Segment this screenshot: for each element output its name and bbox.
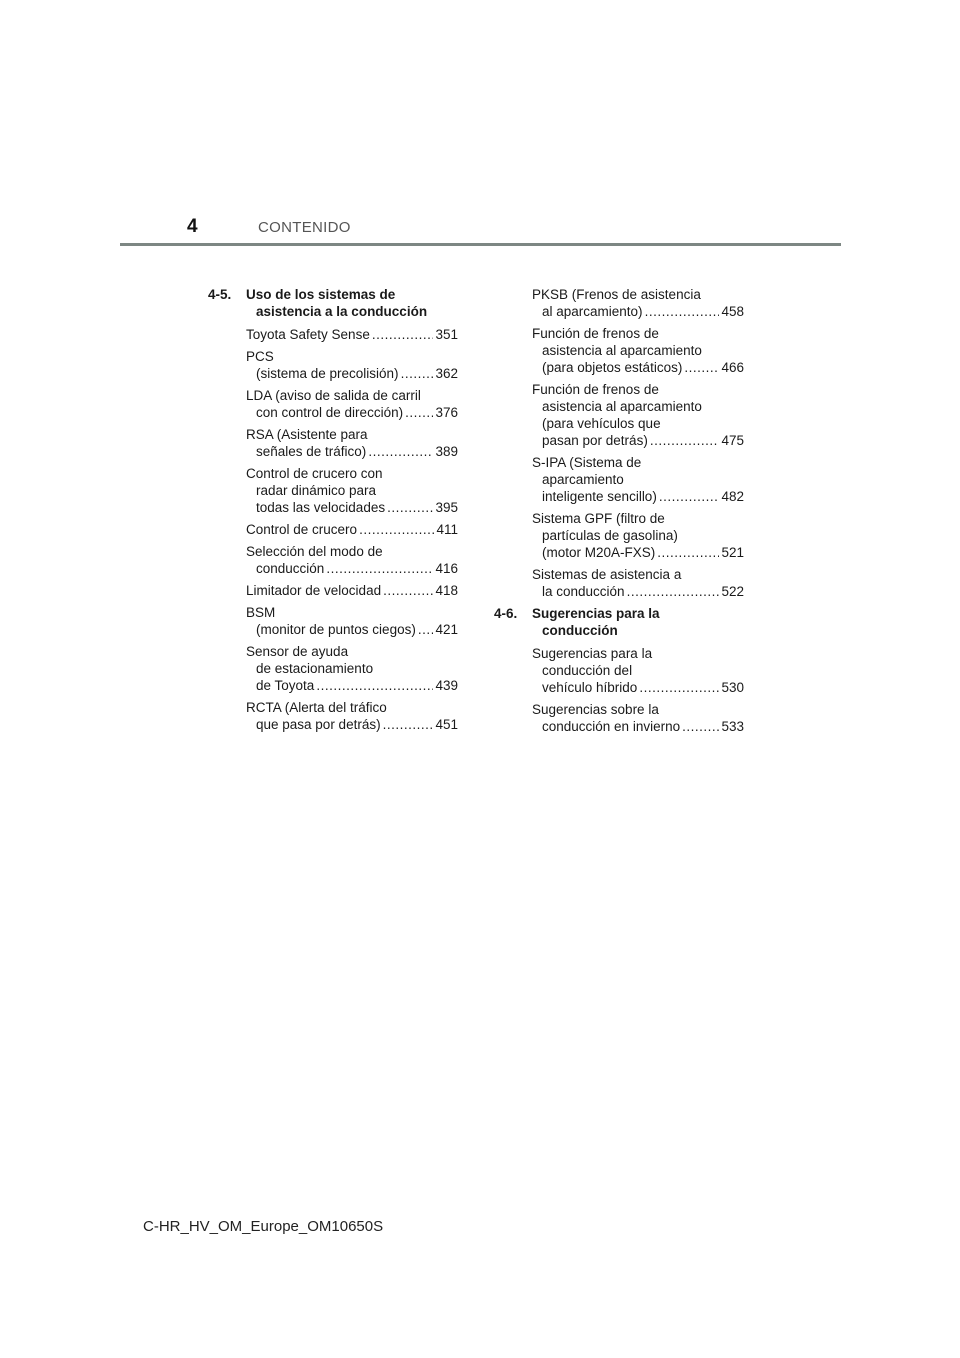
toc-entry-text: aparcamiento [542, 472, 624, 487]
dot-leader [316, 677, 433, 694]
toc-entry-last-line [246, 326, 458, 343]
section-number: 4-5. [208, 287, 232, 302]
toc-entry-text: radar dinámico para [256, 483, 377, 498]
toc-entry[interactable] [246, 604, 458, 638]
toc-page-number: 389 [435, 444, 458, 459]
section-title-line: Uso de los sistemas de [246, 287, 396, 302]
section-heading [208, 286, 458, 320]
toc-entry-text: conducción del [542, 663, 633, 678]
toc-entry[interactable] [532, 381, 744, 449]
toc-entries [494, 645, 744, 735]
toc-entry-text: Sensor de ayuda [246, 644, 349, 659]
toc-entry-text: pasan por detrás) [542, 433, 648, 448]
toc-page-number: 351 [435, 327, 458, 342]
section-heading [494, 605, 744, 639]
toc-entry-last-line [246, 621, 458, 638]
dot-leader [326, 560, 433, 577]
section-number: 4-6. [494, 606, 518, 621]
toc-entry-last-line [246, 443, 458, 460]
toc-entry-last-line [532, 679, 744, 696]
toc-entry[interactable] [532, 510, 744, 561]
header-title: CONTENIDO [258, 219, 351, 236]
header-rule [120, 243, 841, 246]
toc-entry-text: al aparcamiento) [542, 304, 643, 319]
dot-leader [627, 583, 720, 600]
toc-entry[interactable] [246, 426, 458, 460]
toc-entry-text: Sistemas de asistencia a [532, 567, 682, 582]
dot-leader [650, 432, 720, 449]
toc-entry[interactable] [246, 465, 458, 516]
toc-entry-text: asistencia al aparcamiento [542, 399, 702, 414]
toc-entry-last-line [246, 365, 458, 382]
toc-entry-text: (monitor de puntos ciegos) [256, 622, 416, 637]
toc-entry-text: Selección del modo de [246, 544, 383, 559]
toc-entry-text: Control de crucero [246, 522, 358, 537]
toc-page-number: 411 [436, 522, 458, 537]
toc-page-number: 482 [721, 489, 744, 504]
toc-entry-last-line [532, 303, 744, 320]
toc-entry-text: (para objetos estáticos) [542, 360, 683, 375]
toc-entry[interactable] [246, 521, 458, 538]
section-title [208, 286, 458, 320]
toc-entry-text: Sugerencias para la [532, 646, 653, 661]
toc-entry-last-line [532, 359, 744, 376]
toc-page-number: 522 [721, 584, 744, 599]
toc-entry-text: Función de frenos de [532, 326, 659, 341]
toc-page-number: 458 [721, 304, 744, 319]
toc-page-number: 475 [721, 433, 744, 448]
toc-page-number: 421 [435, 622, 458, 637]
toc-entry-text: BSM [246, 605, 276, 620]
dot-leader [383, 582, 433, 599]
toc-entry-text: señales de tráfico) [256, 444, 367, 459]
toc-entry[interactable] [246, 699, 458, 733]
toc-entry-text: de Toyota [256, 678, 315, 693]
toc-entry-text: Limitador de velocidad [246, 583, 382, 598]
dot-leader [359, 521, 434, 538]
toc-entry-text: conducción [256, 561, 325, 576]
toc-entry-text: de estacionamiento [256, 661, 374, 676]
toc-entry-text: (sistema de precolisión) [256, 366, 399, 381]
dot-leader [684, 359, 719, 376]
toc-entry-text: conducción en invierno [542, 719, 681, 734]
toc-entry[interactable] [246, 348, 458, 382]
toc-entry-last-line [246, 499, 458, 516]
toc-page-number: 451 [435, 717, 458, 732]
dot-leader [682, 718, 719, 735]
dot-leader [639, 679, 719, 696]
footer-doc-id: C-HR_HV_OM_Europe_OM10650S [143, 1218, 384, 1235]
toc-entry[interactable] [532, 645, 744, 696]
toc-entry[interactable] [246, 543, 458, 577]
toc-entry-text: Sugerencias sobre la [532, 702, 659, 717]
toc-entry-text: partículas de gasolina) [542, 528, 678, 543]
dot-leader [401, 365, 434, 382]
toc-entry-last-line [246, 677, 458, 694]
toc-entry[interactable] [532, 325, 744, 376]
toc-entry-last-line [532, 488, 744, 505]
toc-entry-text: (para vehículos que [542, 416, 661, 431]
toc-entry-text: RCTA (Alerta del tráfico [246, 700, 387, 715]
toc-entry-text: inteligente sencillo) [542, 489, 657, 504]
toc-entry-text: PKSB (Frenos de asistencia [532, 287, 701, 302]
toc-entry-text: LDA (aviso de salida de carril [246, 388, 421, 403]
toc-entries [494, 286, 744, 600]
dot-leader [645, 303, 720, 320]
toc-entry-text: PCS [246, 349, 274, 364]
toc-entry-last-line [246, 560, 458, 577]
toc-entry[interactable] [532, 286, 744, 320]
toc-entry-text: vehículo híbrido [542, 680, 638, 695]
toc-entry-last-line [246, 521, 458, 538]
toc-entry-last-line [246, 404, 458, 421]
toc-entry-last-line [532, 544, 744, 561]
page-header [0, 0, 960, 260]
toc-page-number: 521 [721, 545, 744, 560]
toc-page-number: 362 [435, 366, 458, 381]
toc-entry-text: que pasa por detrás) [256, 717, 381, 732]
toc-entry-last-line [532, 718, 744, 735]
toc-entry-text: asistencia al aparcamiento [542, 343, 702, 358]
toc-entry-last-line [246, 716, 458, 733]
toc-right-column [494, 286, 744, 740]
toc-entry-text: Toyota Safety Sense [246, 327, 370, 342]
dot-leader [383, 716, 434, 733]
section-title-line: conducción [542, 623, 618, 638]
toc-entry-text: Función de frenos de [532, 382, 659, 397]
toc-page-number: 376 [435, 405, 458, 420]
toc-page-number: 466 [721, 360, 744, 375]
toc-entry-text: RSA (Asistente para [246, 427, 368, 442]
toc-left-column [208, 286, 458, 738]
toc-entries [208, 326, 458, 733]
dot-leader [372, 326, 434, 343]
toc-entry-last-line [532, 432, 744, 449]
toc-entry[interactable] [246, 582, 458, 599]
section-title-line: asistencia a la conducción [256, 304, 428, 319]
toc-entry-last-line [246, 582, 458, 599]
toc-page-number: 439 [435, 678, 458, 693]
toc-entry-text: S-IPA (Sistema de [532, 455, 642, 470]
toc-entry[interactable] [246, 387, 458, 421]
page-number: 4 [187, 216, 198, 237]
section-title-line: Sugerencias para la [532, 606, 660, 621]
toc-entry-last-line [532, 583, 744, 600]
dot-leader [657, 544, 719, 561]
toc-page-number: 416 [435, 561, 458, 576]
dot-leader [405, 404, 433, 421]
toc-entry-text: con control de dirección) [256, 405, 404, 420]
toc-entry-text: la conducción [542, 584, 625, 599]
toc-page-number: 395 [435, 500, 458, 515]
dot-leader [418, 621, 434, 638]
toc-entry[interactable] [532, 701, 744, 735]
toc-entry[interactable] [246, 643, 458, 694]
dot-leader [368, 443, 433, 460]
dot-leader [659, 488, 720, 505]
toc-entry-text: Sistema GPF (filtro de [532, 511, 665, 526]
toc-entry-text: todas las velocidades [256, 500, 386, 515]
toc-entry[interactable] [532, 454, 744, 505]
toc-page-number: 418 [435, 583, 458, 598]
toc-entry[interactable] [246, 326, 458, 343]
toc-entry[interactable] [532, 566, 744, 600]
toc-page-number: 533 [721, 719, 744, 734]
toc-entry-text: (motor M20A-FXS) [542, 545, 656, 560]
toc-entry-text: Control de crucero con [246, 466, 383, 481]
toc-page-number: 530 [721, 680, 744, 695]
dot-leader [387, 499, 433, 516]
section-title [494, 605, 744, 639]
